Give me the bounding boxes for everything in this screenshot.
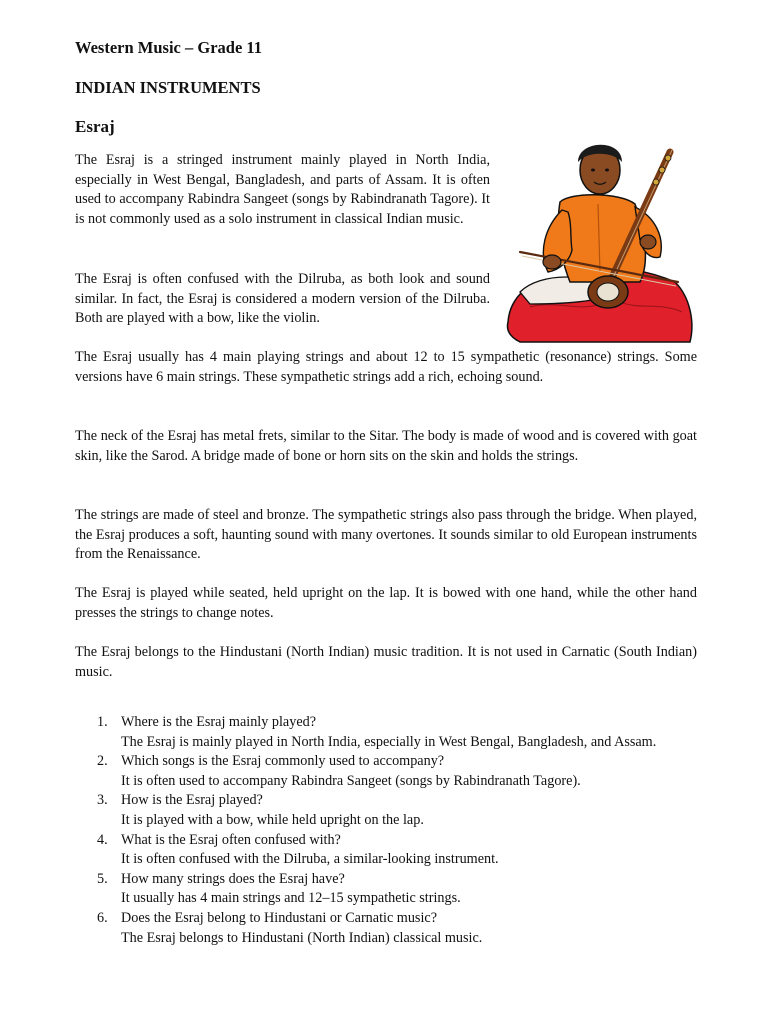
answer-text: The Esraj is mainly played in North India, especially in West Bengal, Bangladesh, and Assam. <box>121 733 657 750</box>
document-title: Western Music – Grade 11 <box>75 38 262 57</box>
list-item <box>75 870 697 909</box>
list-item <box>75 752 697 791</box>
subsection-heading: Esraj <box>75 117 115 136</box>
list-item <box>75 831 697 870</box>
list-number: 3. <box>97 792 108 809</box>
answer-text: It is played with a bow, while held upright on the lap. <box>121 811 424 828</box>
answer-text: It usually has 4 main strings and 12–15 sympathetic strings. <box>121 890 461 907</box>
question-text: Where is the Esraj mainly played? <box>121 714 317 730</box>
question-text: What is the Esraj often confused with? <box>121 831 341 848</box>
list-number: 1. <box>97 714 108 730</box>
esraj-player-illustration <box>500 132 696 344</box>
list-item <box>75 791 697 830</box>
list-item <box>75 713 697 752</box>
question-text: Which songs is the Esraj commonly used to accompany? <box>121 753 445 770</box>
paragraph-intro: The Esraj is a stringed instrument mainly played in North India, especially in West Bengal, Bangladesh, and parts of Assam. It is often used to accompany Rabindra Sangeet (songs by Rabindranath Tagore). It is not commonly used as a solo instrument in classical Indian music. <box>75 152 490 227</box>
paragraph-neck: The neck of the Esraj has metal frets, similar to the Sitar. The body is made of wood and is covered with goat skin, like the Sarod. A bridge made of bone or horn sits on the skin and holds the strings. <box>75 428 697 464</box>
list-number: 4. <box>97 831 108 848</box>
question-text: Does the Esraj belong to Hindustani or Carnatic music? <box>121 909 437 926</box>
list-number: 2. <box>97 753 108 770</box>
question-text: How many strings does the Esraj have? <box>121 870 345 887</box>
paragraph-tradition: The Esraj belongs to the Hindustani (North Indian) music tradition. It is not used in Carnatic (South Indian) music. <box>75 644 697 680</box>
answer-text: The Esraj belongs to Hindustani (North Indian) classical music. <box>121 929 483 946</box>
paragraph-playing: The Esraj is played while seated, held upright on the lap. It is bowed with one hand, while the other hand presses the strings to change notes. <box>75 585 697 621</box>
question-text: How is the Esraj played? <box>121 792 263 809</box>
paragraph-dilruba: The Esraj is often confused with the Dilruba, as both look and sound similar. In fact, the Esraj is considered a modern version of the Dilruba. Both are played with a bow, like the violin. <box>75 271 490 327</box>
list-number: 6. <box>97 909 108 926</box>
paragraph-materials: The strings are made of steel and bronze. The sympathetic strings also pass through the bridge. When played, the Esraj produces a soft, haunting sound with many overtones. It sounds similar to old European instruments from the Renaissance. <box>75 507 697 563</box>
list-item <box>75 909 697 948</box>
musician-icon <box>500 132 696 344</box>
answer-text: It is often confused with the Dilruba, a similar-looking instrument. <box>121 851 499 868</box>
question-answer-list <box>75 713 697 948</box>
paragraph-strings: The Esraj usually has 4 main playing strings and about 12 to 15 sympathetic (resonance) strings. Some versions have 6 main strings. These sympathetic strings add a rich, echoing sound. <box>75 349 697 385</box>
answer-text: It is often used to accompany Rabindra Sangeet (songs by Rabindranath Tagore). <box>121 772 581 789</box>
section-heading: INDIAN INSTRUMENTS <box>75 78 261 97</box>
list-number: 5. <box>97 870 108 887</box>
